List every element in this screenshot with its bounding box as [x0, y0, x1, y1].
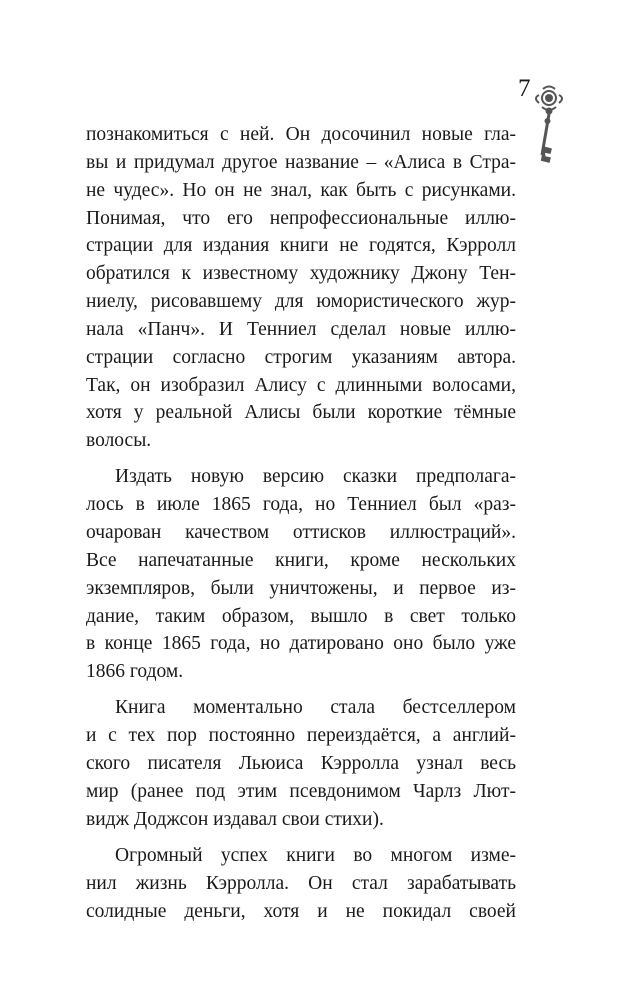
text-line: дание, таким образом, вышло в свет только — [86, 605, 516, 627]
page-number: 7 — [518, 75, 531, 102]
text-line: вы и придумал другое название – «Алиса в Стра- — [86, 151, 516, 173]
text-line: волосы. — [86, 430, 152, 452]
text-line: Издать новую версию сказки предполага- — [115, 466, 516, 488]
text-line: видж Доджсон издавал свои стихи). — [86, 808, 384, 830]
text-line: Огромный успех книги во многом изме- — [115, 844, 516, 866]
text-line: 1866 годом. — [86, 661, 184, 683]
text-line: лось в июле 1865 года, но Тенниел был «раз- — [86, 494, 516, 516]
text-line: познакомиться с ней. Он досочинил новые гла- — [86, 124, 516, 145]
body-text — [86, 121, 516, 926]
text-line: очарован качеством оттисков иллюстраций». — [86, 522, 516, 544]
text-line: ниелу, рисовавшему для юмористического жур- — [86, 291, 516, 313]
text-line: Книга моментально стала бестселлером — [115, 697, 516, 719]
text-line: обратился к известному художнику Джону Тен- — [86, 263, 516, 285]
text-line: Понимая, что его непрофессиональные иллю- — [86, 207, 516, 229]
text-line: экземпляров, были уничтожены, и первое из- — [86, 577, 516, 599]
text-line: страции для издания книги не годятся, Кэрролл — [86, 235, 516, 257]
text-line: мир (ранее под этим псевдонимом Чарлз Лют- — [86, 781, 516, 802]
key-icon — [527, 85, 567, 173]
text-line: солидные деньги, хотя и не покидал своей — [86, 900, 516, 922]
text-line: нил жизнь Кэрролла. Он стал зарабатывать — [86, 872, 516, 894]
text-line: Так, он изобразил Алису с длинными волосами, — [86, 374, 516, 396]
text-line: ского писателя Льюиса Кэрролла узнал весь — [86, 753, 516, 775]
text-line: нала «Панч». И Тенниел сделал новые иллю- — [86, 318, 516, 340]
text-line: не чудес». Но он не знал, как быть с рисунками. — [86, 179, 516, 201]
text-line: Все напечатанные книги, кроме нескольких — [86, 549, 516, 571]
text-line: и с тех пор постоянно переиздаётся, а англий- — [86, 725, 516, 747]
text-line: страции согласно строгим указаниям автора. — [86, 346, 516, 368]
text-line: в конце 1865 года, но датировано оно было уже — [86, 633, 516, 655]
text-line: хотя у реальной Алисы были короткие тёмные — [86, 402, 516, 424]
